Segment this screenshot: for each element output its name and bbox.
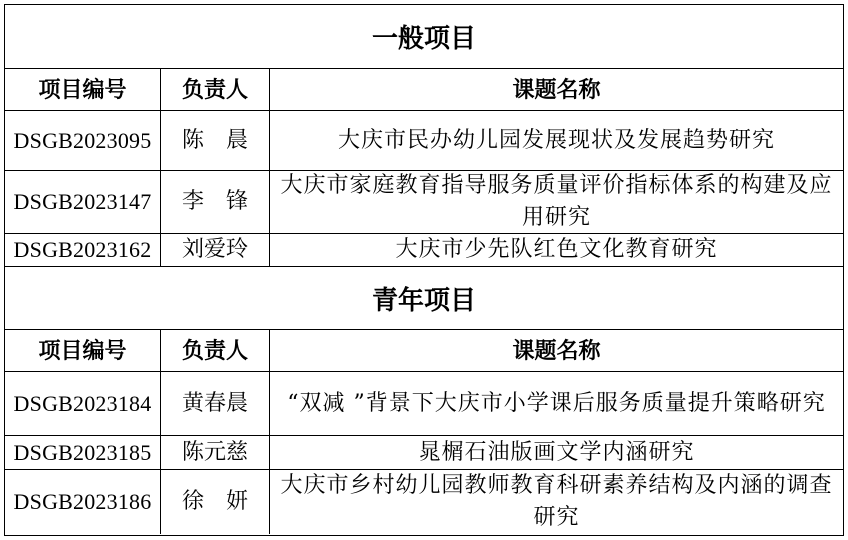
leader-name: 陈 晨 — [161, 111, 270, 170]
project-table — [4, 4, 844, 536]
table-row — [5, 234, 843, 267]
project-code: DSGB2023095 — [5, 111, 161, 170]
table-row — [5, 470, 843, 534]
header-leader: 负责人 — [161, 330, 270, 371]
table-header-row — [5, 69, 843, 111]
topic-name: “双减 ”背景下大庆市小学课后服务质量提升策略研究 — [287, 390, 826, 416]
project-code: DSGB2023162 — [5, 234, 161, 266]
header-leader: 负责人 — [161, 69, 270, 110]
leader-name: 徐 妍 — [161, 470, 270, 534]
table-row — [5, 436, 843, 470]
header-project-code: 项目编号 — [5, 330, 161, 371]
leader-name: 李 锋 — [161, 171, 270, 233]
project-code: DSGB2023186 — [5, 470, 161, 534]
project-code: DSGB2023185 — [5, 436, 161, 469]
header-topic: 课题名称 — [512, 337, 601, 364]
table-row — [5, 111, 843, 171]
project-code: DSGB2023147 — [5, 171, 161, 233]
project-code: DSGB2023184 — [5, 372, 161, 435]
table-header-row — [5, 330, 843, 372]
table-row — [5, 372, 843, 436]
header-project-code: 项目编号 — [5, 69, 161, 110]
table-row — [5, 171, 843, 234]
topic-name: 大庆市乡村幼儿园教师教育科研素养结构及内涵的调查研究 — [280, 473, 833, 530]
leader-name: 黄春晨 — [161, 372, 270, 435]
leader-name: 刘爱玲 — [161, 234, 270, 266]
header-topic: 课题名称 — [512, 76, 601, 103]
topic-name: 大庆市民办幼儿园发展现状及发展趋势研究 — [337, 127, 775, 153]
topic-name: 大庆市家庭教育指导服务质量评价指标体系的构建及应用研究 — [280, 173, 833, 230]
section-title-youth: 青年项目 — [5, 267, 843, 330]
topic-name: 晁榍石油版画文学内涵研究 — [418, 439, 695, 465]
leader-name: 陈元慈 — [161, 436, 270, 469]
topic-name: 大庆市少先队红色文化教育研究 — [395, 237, 718, 262]
section-title-general: 一般项目 — [5, 5, 843, 69]
